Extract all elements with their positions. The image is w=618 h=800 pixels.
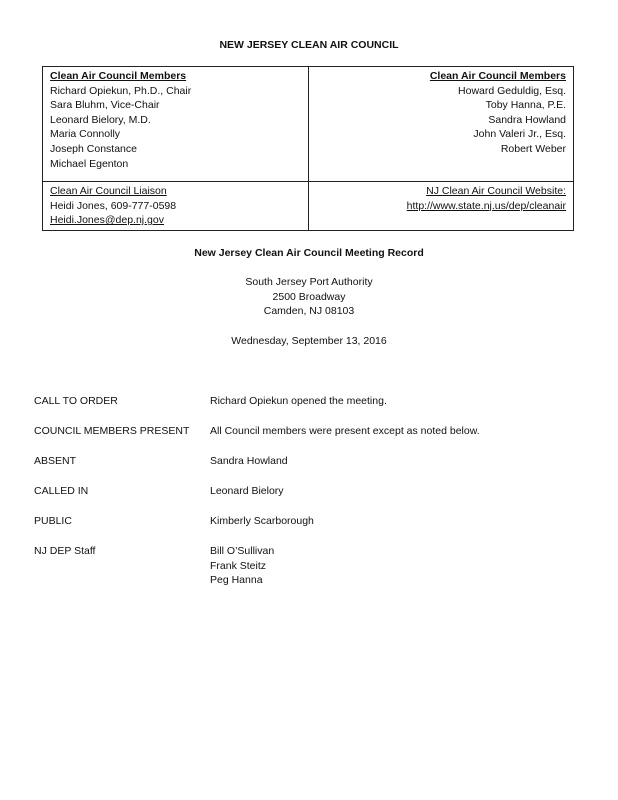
member-name: Robert Weber	[500, 142, 566, 155]
minutes-label: CALL TO ORDER	[34, 395, 118, 407]
location-line: 2500 Broadway	[272, 290, 346, 303]
minutes-label: PUBLIC	[34, 515, 72, 527]
liaison-name-phone: Heidi Jones, 609-777-0598	[50, 199, 177, 212]
website-link[interactable]: http://www.state.nj.us/dep/cleanair	[406, 199, 566, 212]
meeting-date: Wednesday, September 13, 2016	[231, 335, 387, 347]
member-name: Richard Opiekun, Ph.D., Chair	[50, 84, 192, 97]
minutes-row-public	[34, 514, 594, 544]
minutes-label: CALLED IN	[34, 485, 89, 497]
minutes-row-absent	[34, 454, 594, 484]
minutes-value-line: All Council members were present except as noted below.	[210, 425, 480, 437]
member-name: Leonard Bielory, M.D.	[50, 113, 151, 126]
minutes-row-dep-staff	[34, 544, 594, 594]
minutes-value	[210, 454, 590, 469]
minutes-label: NJ DEP Staff	[34, 545, 96, 557]
member-name: Maria Connolly	[50, 128, 121, 141]
minutes-value-line: Bill O’Sullivan	[210, 545, 275, 557]
members-left-cell	[43, 67, 309, 182]
member-name: Howard Geduldig, Esq.	[458, 84, 566, 97]
location-line: South Jersey Port Authority	[245, 276, 373, 288]
minutes-value-line: Kimberly Scarborough	[210, 515, 314, 527]
minutes-label: COUNCIL MEMBERS PRESENT	[34, 425, 190, 437]
liaison-email-link[interactable]: Heidi.Jones@dep.nj.gov	[50, 214, 164, 227]
minutes-value	[210, 424, 590, 439]
meeting-location	[0, 275, 618, 319]
document-title: NEW JERSEY CLEAN AIR COUNCIL	[219, 39, 399, 51]
minutes-value	[210, 394, 590, 409]
meeting-record-title: New Jersey Clean Air Council Meeting Record	[194, 247, 424, 259]
liaison-cell	[43, 182, 309, 231]
member-name: Sara Bluhm, Vice-Chair	[50, 99, 160, 112]
minutes-value	[210, 484, 590, 499]
minutes-value	[210, 514, 590, 529]
minutes-row-members-present	[34, 424, 594, 454]
location-line: Camden, NJ 08103	[263, 305, 355, 318]
member-name: Michael Egenton	[50, 157, 129, 170]
minutes-value-line: Frank Steitz	[210, 559, 267, 572]
minutes-value-line: Richard Opiekun opened the meeting.	[210, 395, 387, 407]
website-cell	[308, 182, 574, 231]
meeting-minutes	[34, 394, 594, 594]
minutes-value-line: Peg Hanna	[210, 574, 263, 587]
council-members-table	[42, 66, 574, 231]
members-left-heading: Clean Air Council Members	[50, 70, 187, 82]
minutes-label: ABSENT	[34, 455, 77, 467]
member-name: John Valeri Jr., Esq.	[473, 128, 566, 141]
website-heading: NJ Clean Air Council Website:	[426, 185, 566, 197]
liaison-heading: Clean Air Council Liaison	[50, 185, 167, 197]
member-name: Toby Hanna, P.E.	[485, 99, 566, 112]
minutes-value-line: Leonard Bielory	[210, 485, 284, 497]
members-right-cell	[308, 67, 574, 182]
minutes-value	[210, 544, 590, 588]
member-name: Joseph Constance	[50, 142, 137, 155]
minutes-value-line: Sandra Howland	[210, 455, 288, 467]
minutes-row-call-to-order	[34, 394, 594, 424]
member-name: Sandra Howland	[488, 113, 566, 126]
members-right-heading: Clean Air Council Members	[429, 70, 566, 82]
minutes-row-called-in	[34, 484, 594, 514]
